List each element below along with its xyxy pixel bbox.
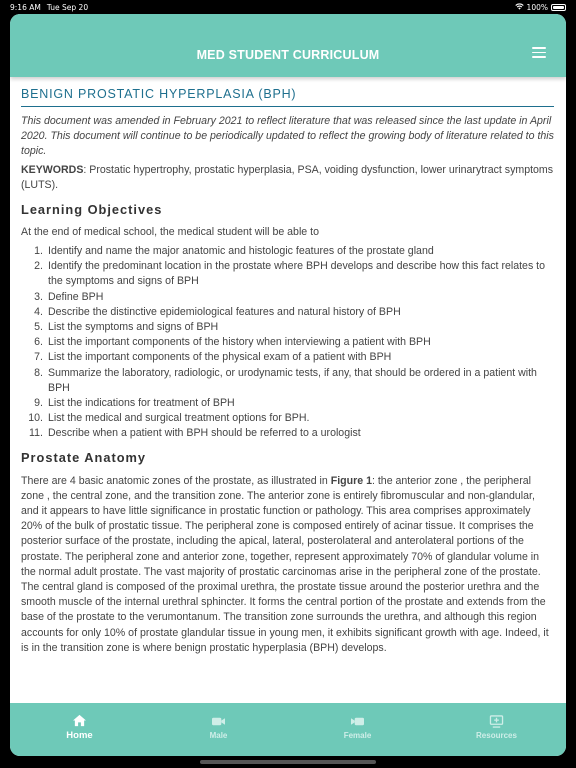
tab-male[interactable] [149,703,288,756]
list-item-number: 2. [34,260,43,273]
list-item-text: List the symptoms and signs of BPH [48,321,219,334]
list-item-number: 8. [34,366,43,379]
list-item [21,320,554,335]
tab-label: Male [209,731,228,740]
document-title: BENIGN PROSTATIC HYPERPLASIA (BPH) [21,87,554,107]
home-icon [72,714,87,727]
battery-percent: 100% [526,2,548,12]
keywords [21,163,554,193]
keywords-label: KEYWORDS [21,164,84,176]
status-bar [0,0,576,14]
list-item [21,350,554,365]
tab-bar [10,703,566,756]
objectives-heading: Learning Objectives [21,202,163,217]
list-item-number: 5. [34,321,43,334]
list-item-text: Define BPH [48,290,104,303]
objectives-list [21,244,554,442]
list-item [21,259,554,289]
tab-female[interactable] [288,703,427,756]
list-item [21,426,554,441]
amendment-note: This document was amended in February 2021 to reflect literature that was released since the last update in April 2020. This document will continue to be periodically updated to reflect the growing body of literature related to this topic. [21,115,554,157]
list-item [21,290,554,305]
tab-label: Resources [476,731,517,740]
app-window [10,14,566,756]
list-item [21,335,554,350]
list-item-number: 10. [28,412,43,425]
tab-label: Female [343,731,372,740]
list-item-number: 6. [34,336,43,349]
anatomy-text-pre: There are 4 basic anatomic zones of the prostate, as illustrated in [21,474,331,487]
list-item-text: Identify and name the major anatomic and histologic features of the prostate gland [48,245,434,257]
objectives-intro: At the end of medical school, the medical student will be able to [21,226,319,238]
list-item [21,411,554,426]
list-item-number: 11. [29,427,43,440]
video-camera-icon [211,715,226,728]
status-right [515,3,566,12]
monitor-add-icon [489,715,504,728]
list-item-number: 7. [34,351,43,364]
list-item-number: 4. [34,305,43,318]
status-date: Tue Sep 20 [46,2,89,12]
list-item-text: Describe when a patient with BPH should be referred to a urologist [48,427,361,440]
video-camera-icon [350,715,365,728]
anatomy-paragraph [21,474,554,656]
list-item-text: Summarize the laboratory, radiologic, or urodynamic tests, if any, that should be ordered in a patient with BPH [48,366,537,394]
wifi-icon [515,3,524,12]
anatomy-heading: Prostate Anatomy [21,449,147,465]
list-item-text: Describe the distinctive epidemiological features and natural history of BPH [48,305,401,318]
list-item [21,305,554,320]
list-item-text: List the medical and surgical treatment options for BPH. [48,412,310,425]
tab-home[interactable] [10,703,149,756]
list-item [21,396,554,411]
list-item-text: List the important components of the history when interviewing a patient with BPH [48,336,431,349]
status-time: 9:16 AM [10,2,41,12]
list-item-number: 3. [34,290,43,303]
list-item-text: List the indications for treatment of BPH [48,397,235,410]
list-item [21,366,554,396]
document-content[interactable] [10,77,566,703]
home-indicator[interactable] [200,760,376,764]
list-item-text: List the important components of the physical exam of a patient with BPH [48,351,392,364]
list-item [21,244,554,259]
anatomy-text-post: : the anterior zone , the peripheral zone , the central zone, and the transition zone. The anterior zone is entirely fibromuscular and non-glandular, and it appears to have little significance in prostatic function or pathology. This area comprises approximately 20% of the bulk of prostatic tissue. The peripheral zone is composed entirely of acinar tissue. It comprises the posterior surface of the prostate, including the apical, lateral, posterolateral and anterolateral portions of the prostate. The peripheral zone and anterior zone, together, represent approximately 70% of glandular volume in the normal adult prostate. The vast majority of prostatic carcinomas arise in the peripheral zone of the prostate. The central gland is composed of the proximal urethra, the prostate tissue around the posterior urethra and the smooth muscle of the internal urethral sphincter. It forms the central portion of the prostate and extends from the base of the prostate to the verumontanum. The transition zone surrounds the urethra, and although this region accounts for only 10% of prostate glandular tissue in young men, it exhibits significant growth with age. Indeed, it is in the transition zone is where benign prostatic hyperplasia (BPH) develops. [21,474,549,654]
hamburger-menu-icon[interactable] [532,47,546,58]
list-item-text: Identify the predominant location in the prostate where BPH develops and describe how this fact relates to the symptoms and signs of BPH [48,260,546,288]
page-title: MED STUDENT CURRICULUM [196,47,380,62]
list-item-number: 9. [34,397,43,410]
app-header [10,14,566,77]
keywords-text: : Prostatic hypertrophy, prostatic hyperplasia, PSA, voiding dysfunction, lower urinarytract symptoms (LUTS). [21,164,554,191]
battery-icon [551,4,566,11]
figure-reference: Figure 1 [330,474,372,487]
tab-label: Home [66,730,93,741]
list-item-number: 1. [34,245,43,257]
tab-resources[interactable] [427,703,566,756]
